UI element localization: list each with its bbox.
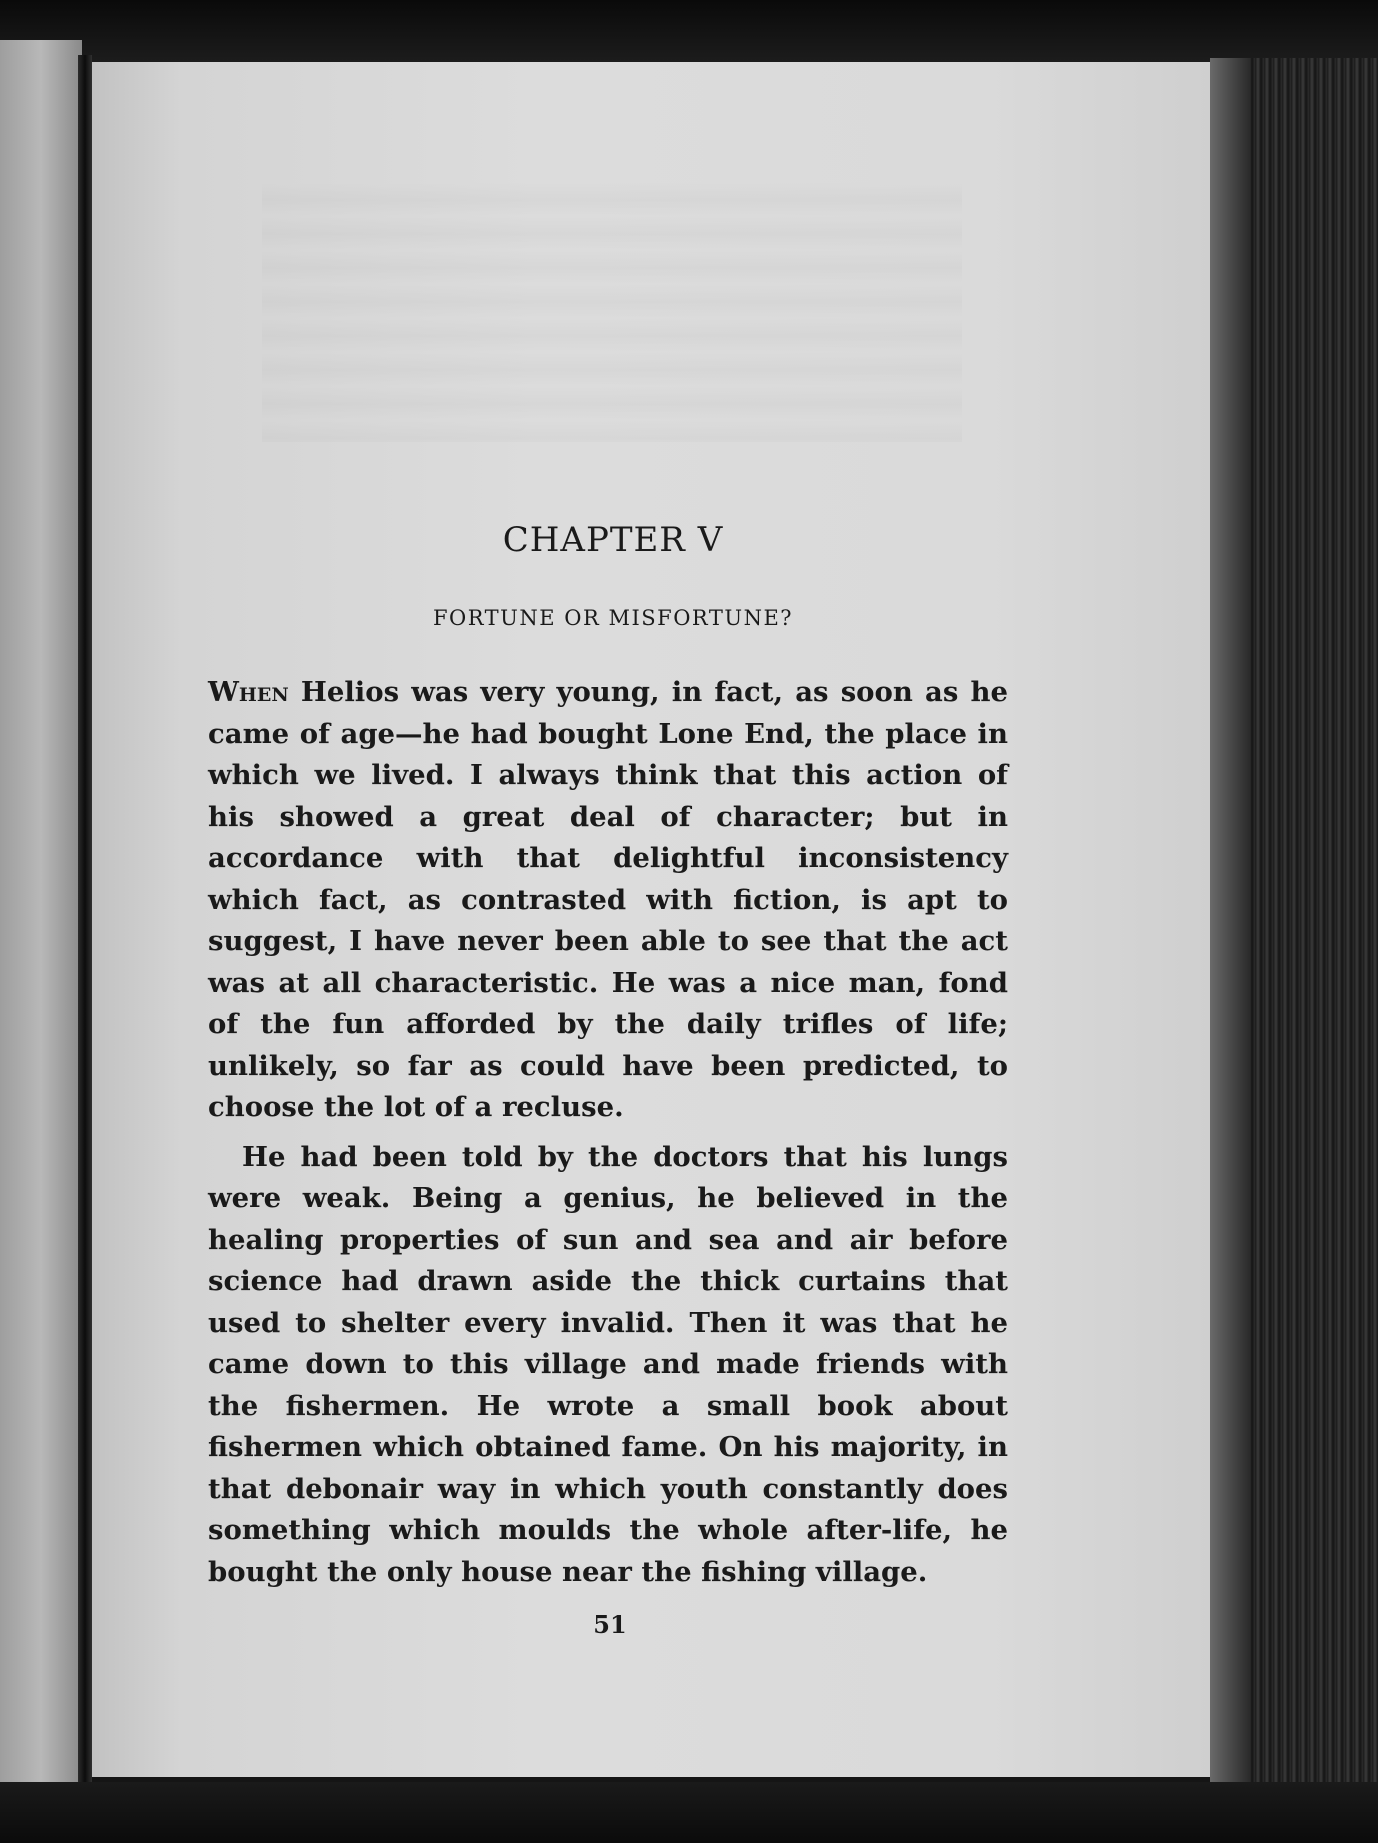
page-edge-shadow	[1210, 58, 1250, 1788]
scan-bottom-border	[0, 1782, 1378, 1843]
book-spine	[78, 55, 92, 1790]
paragraph-2: He had been told by the doctors that his lungs were weak. Being a genius, he believed in the healing properties of sun and sea and air before science had drawn aside the thick curtains that used to shelter every invalid. Then it was that he came down to this village and made friends with the fishermen. He wrote a small book about fishermen which obtained fame. On his majority, in that debonair way in which youth constantly does something which moulds the whole after-life, he bought the only house near the fishing village.	[208, 1140, 1008, 1588]
left-page-edge	[0, 40, 82, 1800]
chapter-subtitle: FORTUNE OR MISFORTUNE?	[432, 606, 794, 630]
page-number: 51	[593, 1610, 627, 1639]
scan-top-border	[0, 0, 1378, 62]
chapter-text	[208, 520, 1008, 1593]
chapter-title: CHAPTER V	[502, 520, 724, 560]
drop-word: When	[208, 676, 289, 708]
bleed-through-text	[262, 182, 962, 442]
paragraph-1	[208, 672, 1008, 1129]
paragraph-1-text: Helios was very young, in fact, as soon as he came of age—he had bought Lone End, the place in which we lived. I always think that this action of his showed a great deal of character; but in accordance with that delightful inconsistency which fact, as contrasted with fiction, is apt to suggest, I have never been able to see that the act was at all characteristic. He was a nice man, fond of the fun afforded by the daily trifles of life; unlikely, so far as could have been predicted, to choose the lot of a recluse.	[208, 676, 1008, 1123]
